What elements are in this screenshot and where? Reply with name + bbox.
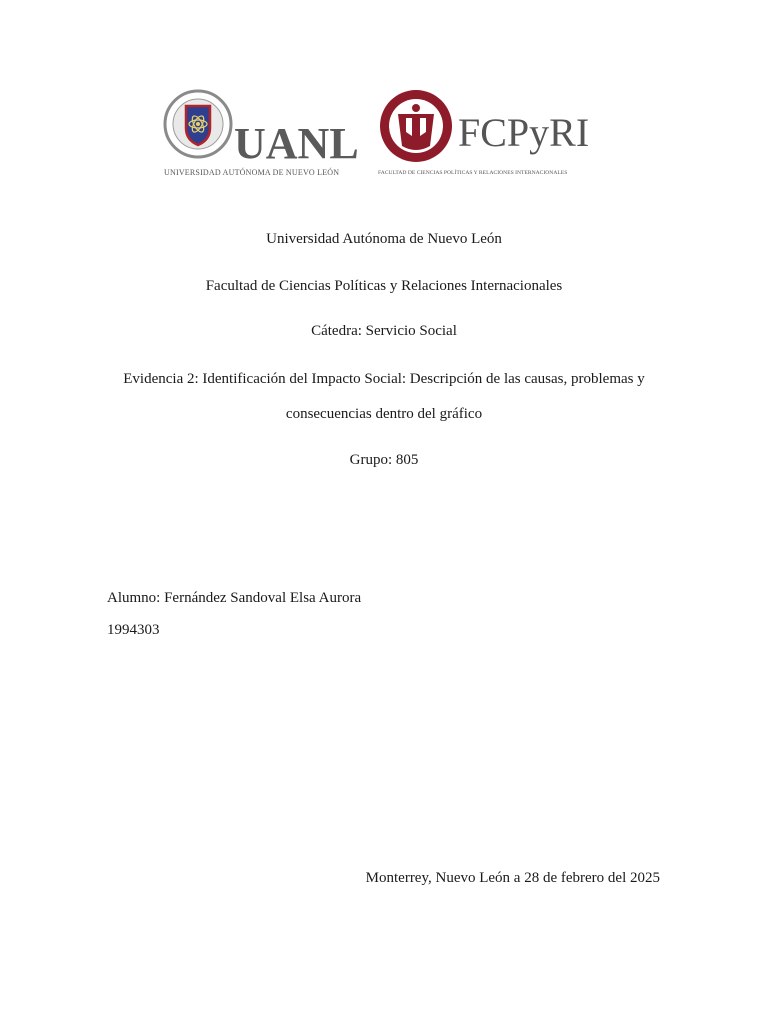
fcpyri-logo [378,88,606,183]
svg-text:UANL: UANL [234,119,359,168]
header-logos [160,88,610,188]
fcpyri-logo-caption: FACULTAD DE CIENCIAS POLÍTICAS Y RELACIONES INTERNACIONALES [378,170,568,176]
course-name: Cátedra: Servicio Social [311,323,457,339]
university-name: Universidad Autónoma de Nuevo León [266,231,502,247]
uanl-logo-caption: UNIVERSIDAD AUTÓNOMA DE NUEVO LEÓN [164,168,340,177]
faculty-name: Facultad de Ciencias Políticas y Relaciones Internacionales [205,278,563,294]
place-and-date: Monterrey, Nuevo León a 28 de febrero del 2025 [365,870,660,886]
svg-text:FCPyRI: FCPyRI [458,110,590,155]
uanl-logo [160,88,365,183]
assignment-title-line-1: Evidencia 2: Identificación del Impacto Social: Descripción de las causas, problemas y [123,371,645,387]
group-number: Grupo: 805 [349,452,419,468]
student-name: Alumno: Fernández Sandoval Elsa Aurora [107,590,362,606]
student-id: 1994303 [107,622,160,638]
assignment-title-line-2: consecuencias dentro del gráfico [285,406,483,422]
fcpyri-seal-icon [378,88,606,183]
